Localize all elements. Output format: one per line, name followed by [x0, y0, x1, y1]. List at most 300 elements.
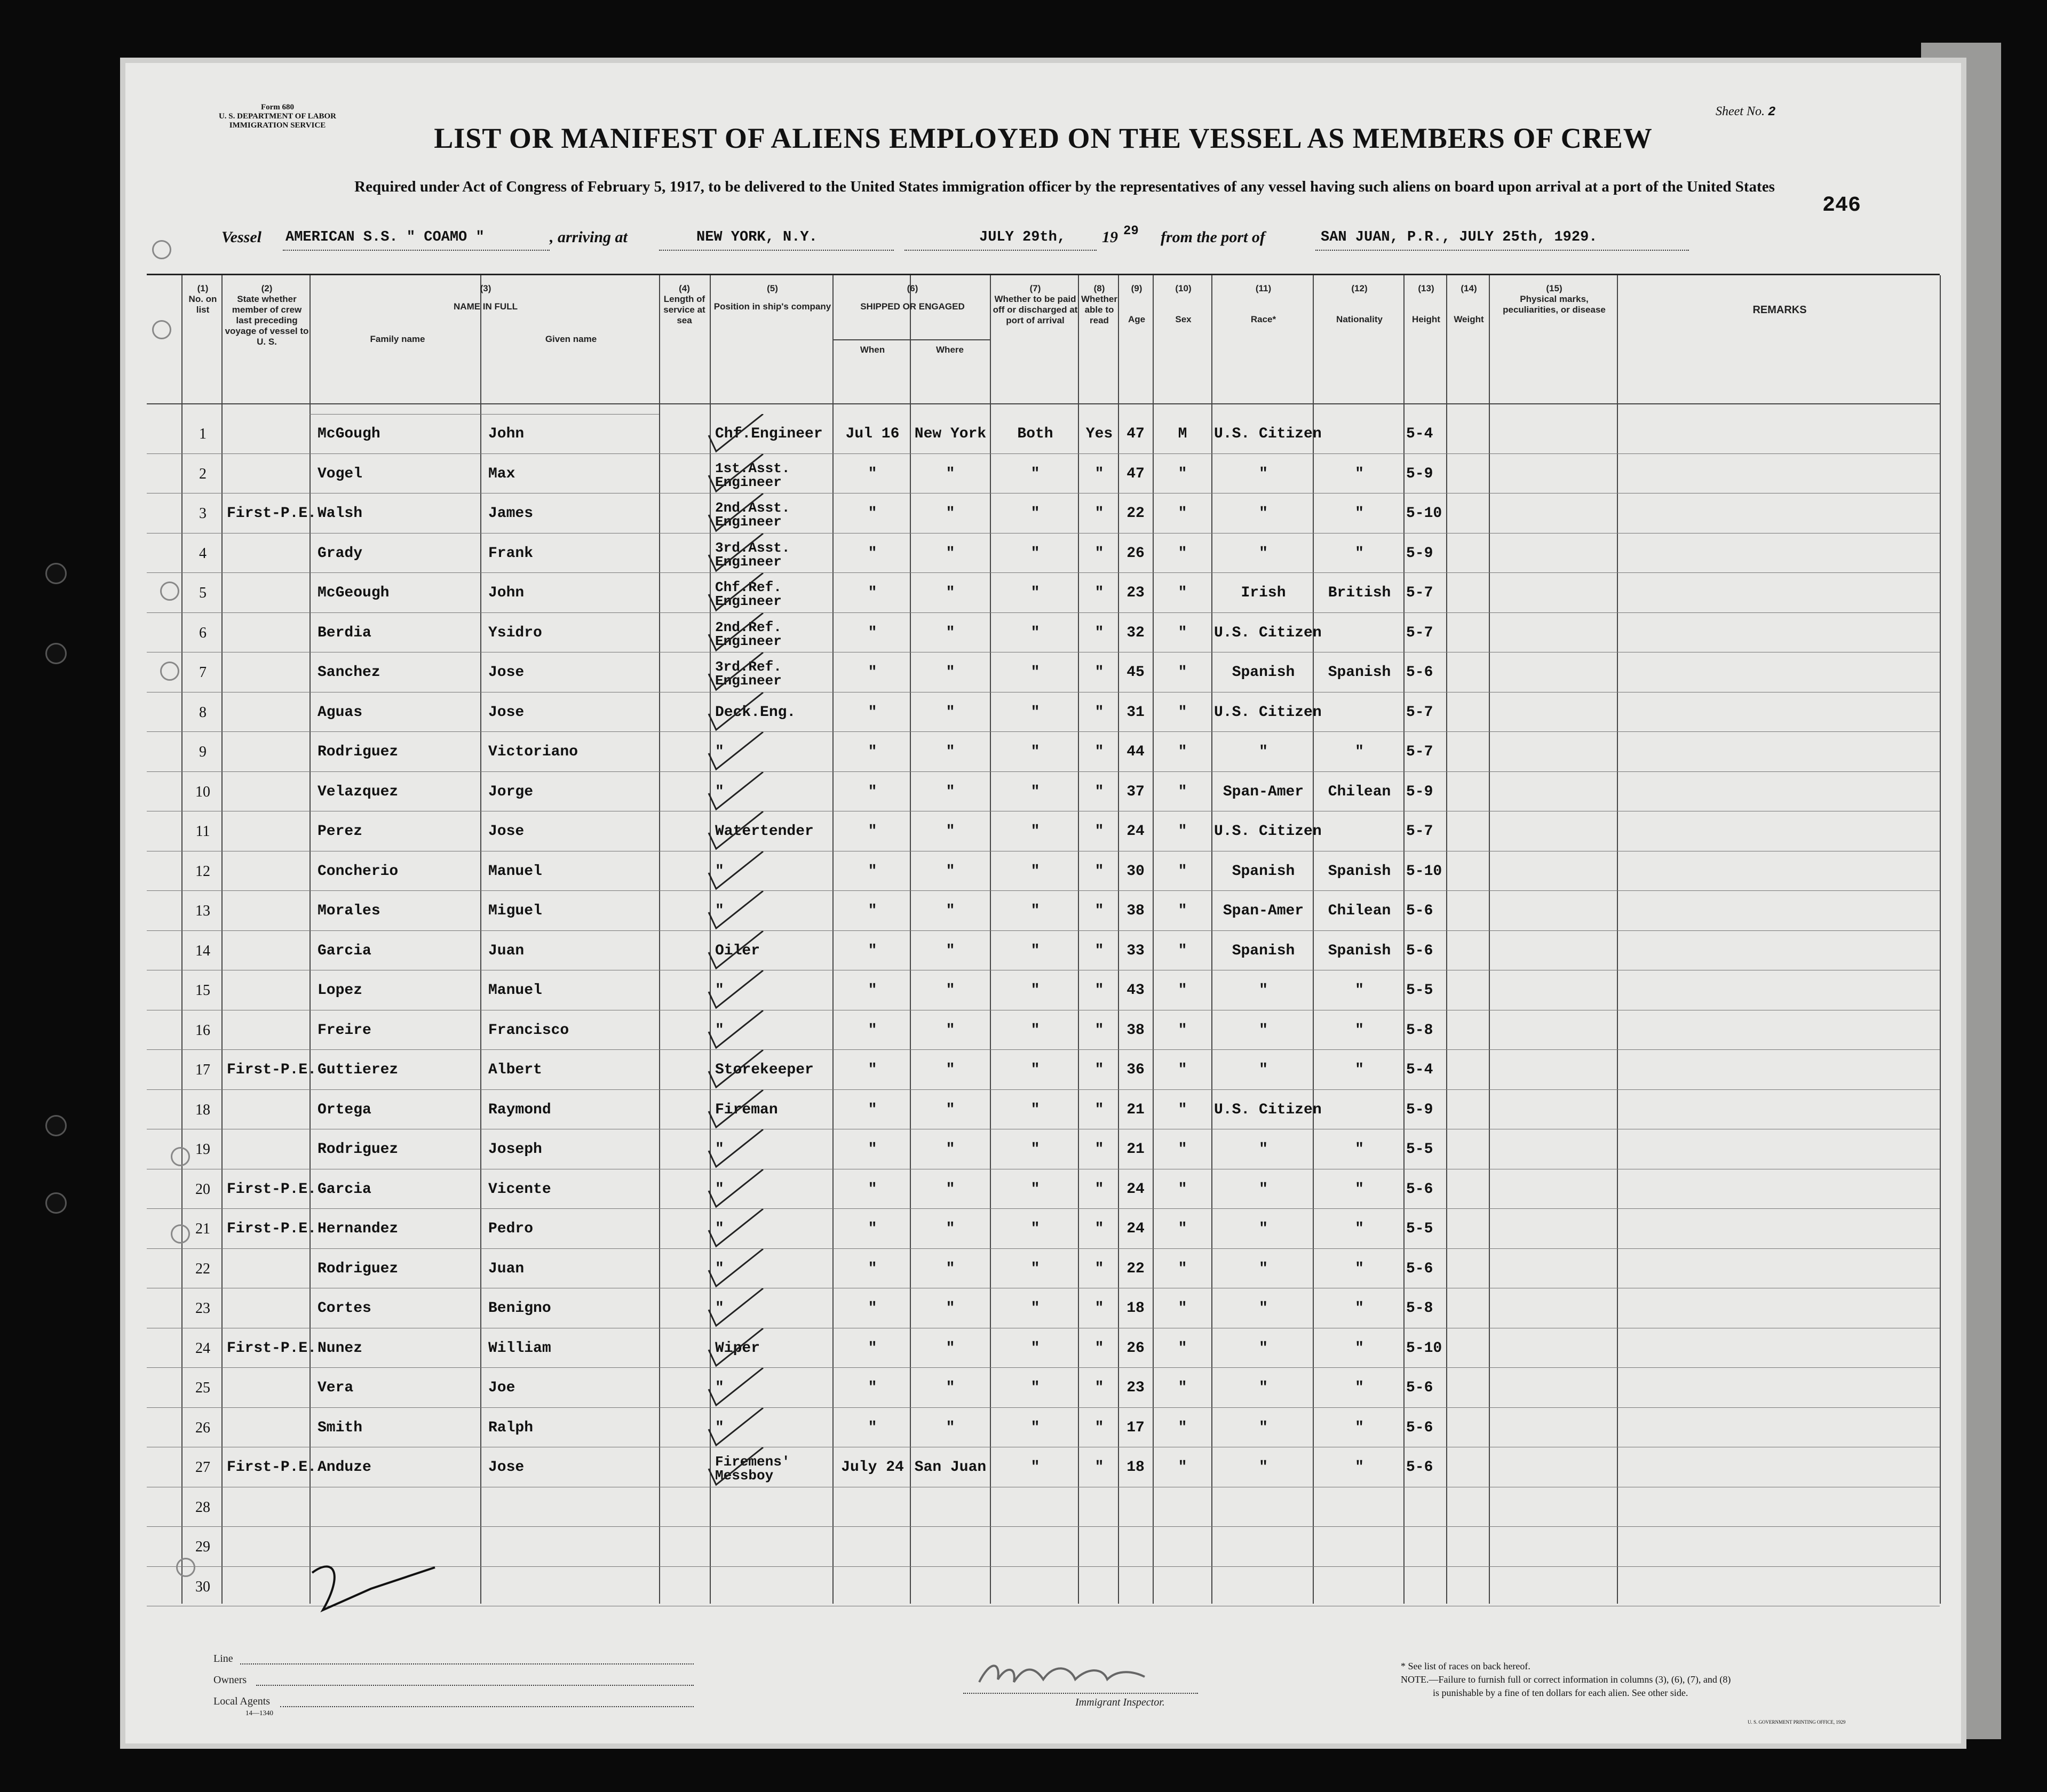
family-name: Cortes: [318, 1300, 371, 1317]
sex: ": [1178, 1221, 1187, 1237]
race: ": [1259, 1380, 1268, 1396]
punch-hole: [45, 1192, 67, 1214]
position-line-2: Messboy: [715, 1468, 774, 1484]
position: Deck.Eng.: [715, 704, 796, 721]
race: U.S. Citizen: [1214, 624, 1322, 641]
printer-line: U. S. GOVERNMENT PRINTING OFFICE, 1929: [1748, 1719, 1846, 1725]
race: ": [1259, 1181, 1268, 1198]
page-title: LIST OR MANIFEST OF ALIENS EMPLOYED ON THE VESSEL AS MEMBERS OF CREW: [434, 122, 1653, 154]
height: 5-7: [1406, 744, 1433, 760]
height: 5-7: [1406, 585, 1433, 601]
sex: ": [1178, 1022, 1187, 1039]
check-mark: [704, 1010, 768, 1053]
shipped-where: ": [946, 942, 955, 959]
age: 38: [1126, 1022, 1145, 1039]
able-to-read: ": [1094, 1340, 1104, 1357]
family-name: Garcia: [318, 1181, 371, 1198]
position-line-1: 3rd.Asst.: [715, 539, 790, 556]
row-number: 24: [195, 1340, 210, 1357]
line-label: Line: [213, 1653, 233, 1664]
paid-off: ": [1030, 783, 1040, 800]
position: ": [715, 1419, 724, 1436]
shipped-when: ": [868, 1022, 877, 1039]
given-name: Jose: [488, 1459, 525, 1476]
check-mark: [704, 1408, 768, 1451]
family-name: Vogel: [318, 465, 363, 482]
nationality: Spanish: [1328, 863, 1391, 880]
age: 24: [1126, 1181, 1145, 1198]
shipped-where: ": [946, 545, 955, 562]
age: 32: [1126, 624, 1145, 641]
shipped-when: July 24: [841, 1459, 904, 1476]
nationality: ": [1355, 1141, 1364, 1158]
age: 47: [1126, 465, 1145, 482]
race: Spanish: [1232, 942, 1295, 959]
position-line-2: Engineer: [715, 553, 782, 570]
race: ": [1259, 1459, 1268, 1476]
nationality: ": [1355, 505, 1364, 522]
shipped-when: ": [868, 1181, 877, 1198]
given-name: Jose: [488, 823, 525, 840]
nationality: ": [1355, 1181, 1364, 1198]
given-name: Albert: [488, 1062, 542, 1078]
height: 5-9: [1406, 545, 1433, 562]
given-name: Frank: [488, 545, 534, 562]
race: Spanish: [1232, 863, 1295, 880]
race: Span-Amer: [1223, 903, 1304, 919]
height: 5-7: [1406, 704, 1433, 721]
col-service-header: (4) Length of service at sea: [663, 283, 705, 325]
shipped-when: ": [868, 545, 877, 562]
table-row: [147, 772, 1940, 812]
arrival-date: JULY 29th,: [979, 229, 1066, 245]
nationality: Spanish: [1328, 942, 1391, 959]
height: 5-10: [1406, 505, 1442, 522]
col-sex-header: (10) Sex: [1175, 283, 1192, 324]
col-weight-header: (14) Weight: [1454, 283, 1484, 324]
given-name: Raymond: [488, 1101, 551, 1118]
inspector-label: Immigrant Inspector.: [1075, 1697, 1165, 1708]
nationality: Chilean: [1328, 903, 1391, 919]
height: 5-6: [1406, 1419, 1433, 1436]
race: ": [1259, 505, 1268, 522]
table-row: [147, 1328, 1940, 1368]
shipped-where: ": [946, 982, 955, 999]
age: 23: [1126, 585, 1145, 601]
family-name: Berdia: [318, 624, 371, 641]
position: Chf.Engineer: [715, 426, 823, 442]
position: ": [715, 1300, 724, 1317]
sex: ": [1178, 704, 1187, 721]
paid-off: ": [1030, 1141, 1040, 1158]
able-to-read: ": [1094, 823, 1104, 840]
shipped-when: ": [868, 465, 877, 482]
paid-off: ": [1030, 1300, 1040, 1317]
race: ": [1259, 744, 1268, 760]
table-row: [147, 1368, 1940, 1408]
nationality: ": [1355, 1380, 1364, 1396]
handwritten-mark: [302, 1557, 440, 1626]
shipped-when: ": [868, 903, 877, 919]
position: ": [715, 1380, 724, 1396]
position-line-1: 2nd.Asst.: [715, 500, 790, 516]
height: 5-7: [1406, 624, 1433, 641]
department-name: U. S. DEPARTMENT OF LABOR: [218, 112, 337, 121]
sex: ": [1178, 783, 1187, 800]
check-mark: [704, 533, 768, 576]
paid-off: ": [1030, 1062, 1040, 1078]
race: ": [1259, 1260, 1268, 1277]
given-name: Benigno: [488, 1300, 551, 1317]
row-number: 20: [195, 1181, 210, 1198]
sex: ": [1178, 823, 1187, 840]
able-to-read: ": [1094, 1141, 1104, 1158]
table-row: [147, 692, 1940, 732]
row-number: 29: [195, 1539, 210, 1555]
table-row: [147, 454, 1940, 494]
family-name: Nunez: [318, 1340, 363, 1357]
check-mark: [704, 1368, 768, 1411]
shipped-where: ": [946, 903, 955, 919]
able-to-read: ": [1094, 1022, 1104, 1039]
height: 5-4: [1406, 1062, 1433, 1078]
table-row: [147, 1249, 1940, 1289]
table-row: [147, 613, 1940, 653]
paid-off: ": [1030, 585, 1040, 601]
family-name: Anduze: [318, 1459, 371, 1476]
sex: ": [1178, 664, 1187, 681]
row-number: 14: [195, 942, 210, 959]
arriving-label: , arriving at: [550, 228, 628, 246]
height: 5-6: [1406, 903, 1433, 919]
sheet-number: [1716, 105, 1775, 120]
position: ": [715, 1022, 724, 1039]
able-to-read: ": [1094, 1260, 1104, 1277]
check-mark: [704, 1050, 768, 1093]
paid-off: ": [1030, 744, 1040, 760]
punch-hole: [45, 643, 67, 664]
table-row: [147, 1169, 1940, 1209]
height: 5-6: [1406, 1380, 1433, 1396]
local-agents-label: Local Agents: [213, 1695, 271, 1707]
shipped-where: ": [946, 1419, 955, 1436]
height: 5-8: [1406, 1300, 1433, 1317]
family-name: McGough: [318, 426, 380, 442]
shipped-where: ": [946, 1221, 955, 1237]
able-to-read: ": [1094, 903, 1104, 919]
shipped-when: ": [868, 585, 877, 601]
shipped-when: ": [868, 1101, 877, 1118]
penalty-note: NOTE.—Failure to furnish full or correct information in columns (3), (6), (7), and (8): [1401, 1674, 1731, 1685]
able-to-read: ": [1094, 1101, 1104, 1118]
family-name: Walsh: [318, 505, 363, 522]
sex: ": [1178, 1419, 1187, 1436]
given-name: Francisco: [488, 1022, 569, 1039]
able-to-read: ": [1094, 982, 1104, 999]
given-name: Jorge: [488, 783, 534, 800]
given-name: Ysidro: [488, 624, 542, 641]
given-name: Victoriano: [488, 744, 578, 760]
col-remarks-header: REMARKS: [1752, 304, 1807, 316]
family-name: Garcia: [318, 942, 371, 959]
position-line-1: 2nd.Ref.: [715, 619, 782, 635]
able-to-read: ": [1094, 1062, 1104, 1078]
row-number: 25: [195, 1380, 210, 1396]
check-mark: [704, 1169, 768, 1212]
race: U.S. Citizen: [1214, 426, 1322, 442]
row-number: 13: [195, 903, 210, 919]
race: ": [1259, 1221, 1268, 1237]
height: 5-4: [1406, 426, 1433, 442]
sex: ": [1178, 1459, 1187, 1476]
age: 21: [1126, 1141, 1145, 1158]
height: 5-5: [1406, 1141, 1433, 1158]
able-to-read: ": [1094, 1300, 1104, 1317]
position: ": [715, 903, 724, 919]
family-name: Rodriguez: [318, 1260, 399, 1277]
agents-code: 14—1340: [245, 1709, 273, 1717]
shipped-where: ": [946, 1062, 955, 1078]
row-number: 15: [195, 982, 210, 999]
shipped-where: ": [946, 1260, 955, 1277]
age: 33: [1126, 942, 1145, 959]
col-position-header: (5) Position in ship's company: [713, 283, 831, 312]
family-name: Freire: [318, 1022, 371, 1039]
age: 22: [1126, 505, 1145, 522]
age: 18: [1126, 1459, 1145, 1476]
check-mark: [704, 1447, 768, 1490]
age: 17: [1126, 1419, 1145, 1436]
sex: ": [1178, 863, 1187, 880]
row-number: 4: [199, 545, 207, 562]
col-previous-voyage-header: (2) State whether member of crew last preceding voyage of vessel to U. S.: [225, 283, 309, 347]
table-row: [147, 1129, 1940, 1169]
punch-hole-ring: [160, 662, 179, 681]
paid-off: ": [1030, 505, 1040, 522]
nationality: ": [1355, 1022, 1364, 1039]
table-row: [147, 414, 1940, 454]
age: 31: [1126, 704, 1145, 721]
shipped-when: ": [868, 863, 877, 880]
row-number: 17: [195, 1062, 210, 1078]
able-to-read: ": [1094, 783, 1104, 800]
able-to-read: ": [1094, 1221, 1104, 1237]
nationality: ": [1355, 545, 1364, 562]
row-number: 21: [195, 1221, 210, 1237]
shipped-when: ": [868, 1380, 877, 1396]
given-name: John: [488, 426, 525, 442]
col-family-name-header: Family name: [370, 334, 425, 344]
height: 5-6: [1406, 1181, 1433, 1198]
row-number: 22: [195, 1260, 210, 1277]
shipped-when: ": [868, 505, 877, 522]
col-height-header: (13) Height: [1412, 283, 1440, 324]
nationality: ": [1355, 1300, 1364, 1317]
col-age-header: (9) Age: [1128, 283, 1146, 324]
crew-table: [147, 274, 1940, 1641]
row-number: 7: [199, 664, 207, 681]
height: 5-5: [1406, 982, 1433, 999]
nationality: ": [1355, 1221, 1364, 1237]
paid-off: ": [1030, 465, 1040, 482]
family-name: Smith: [318, 1419, 363, 1436]
check-mark: [704, 613, 768, 656]
family-name: Rodriguez: [318, 744, 399, 760]
sex: ": [1178, 505, 1187, 522]
col-nationality-header: (12) Nationality: [1336, 283, 1383, 324]
paid-off: ": [1030, 982, 1040, 999]
family-name: Concherio: [318, 863, 399, 880]
paid-off: ": [1030, 1221, 1040, 1237]
height: 5-6: [1406, 942, 1433, 959]
row-number: 26: [195, 1419, 210, 1436]
row-number: 28: [195, 1499, 210, 1516]
check-mark: [704, 414, 768, 457]
col-race-header: (11) Race*: [1250, 283, 1276, 324]
shipped-when: ": [868, 1221, 877, 1237]
table-row: [147, 891, 1940, 931]
paid-off: Both: [1017, 426, 1053, 442]
table-row: [147, 533, 1940, 574]
position: ": [715, 863, 724, 880]
penalty-note-continued: is punishable by a fine of ten dollars for each alien. See other side.: [1433, 1687, 1688, 1698]
able-to-read: ": [1094, 1419, 1104, 1436]
age: 38: [1126, 903, 1145, 919]
shipped-when: ": [868, 624, 877, 641]
paid-off: ": [1030, 863, 1040, 880]
position-line-1: Firemens': [715, 1454, 790, 1470]
able-to-read: ": [1094, 624, 1104, 641]
able-to-read: ": [1094, 465, 1104, 482]
check-mark: [704, 493, 768, 536]
shipped-where: ": [946, 624, 955, 641]
col-where-header: Where: [936, 345, 964, 355]
inspector-signature: [969, 1650, 1182, 1698]
height: 5-9: [1406, 783, 1433, 800]
row-number: 8: [199, 704, 207, 721]
check-mark: [704, 1090, 768, 1133]
col-physical-marks-header: (15) Physical marks, peculiarities, or disease: [1503, 283, 1606, 315]
table-row: [147, 970, 1940, 1010]
family-name: Sanchez: [318, 664, 380, 681]
position-line-2: Engineer: [715, 474, 782, 490]
position: Storekeeper: [715, 1062, 814, 1078]
given-name: Manuel: [488, 982, 542, 999]
height: 5-7: [1406, 823, 1433, 840]
able-to-read: ": [1094, 664, 1104, 681]
shipped-where: ": [946, 505, 955, 522]
check-mark: [704, 652, 768, 695]
position: Wiper: [715, 1340, 760, 1357]
age: 45: [1126, 664, 1145, 681]
race: ": [1259, 1022, 1268, 1039]
paid-off: ": [1030, 1380, 1040, 1396]
position: ": [715, 982, 724, 999]
check-mark: [704, 1288, 768, 1331]
able-to-read: ": [1094, 1380, 1104, 1396]
row-number: 9: [199, 744, 207, 760]
paid-off: ": [1030, 624, 1040, 641]
position: ": [715, 783, 724, 800]
shipped-when: ": [868, 704, 877, 721]
paid-off: ": [1030, 1260, 1040, 1277]
nationality: ": [1355, 465, 1364, 482]
shipped-where: ": [946, 465, 955, 482]
row-number: 30: [195, 1578, 210, 1595]
manifest-sheet: [125, 63, 1961, 1743]
height: 5-6: [1406, 664, 1433, 681]
shipped-where: ": [946, 1141, 955, 1158]
row-number: 23: [195, 1300, 210, 1317]
shipped-when: ": [868, 1062, 877, 1078]
given-name: Vicente: [488, 1181, 551, 1198]
form-number: Form 680: [260, 103, 295, 111]
family-name: Hernandez: [318, 1221, 399, 1237]
table-row: [147, 811, 1940, 851]
paid-off: ": [1030, 704, 1040, 721]
row-number: 1: [199, 426, 207, 442]
family-name: Ortega: [318, 1101, 371, 1118]
service-name: IMMIGRATION SERVICE: [229, 121, 326, 130]
check-mark: [704, 454, 768, 497]
able-to-read: ": [1094, 863, 1104, 880]
shipped-where: ": [946, 823, 955, 840]
shipped-when: ": [868, 1419, 877, 1436]
position-line-2: Engineer: [715, 673, 782, 689]
shipped-where: ": [946, 744, 955, 760]
paid-off: ": [1030, 1181, 1040, 1198]
height: 5-5: [1406, 1221, 1433, 1237]
shipped-where: ": [946, 704, 955, 721]
race: ": [1259, 1419, 1268, 1436]
punch-hole: [45, 563, 67, 584]
shipped-when: ": [868, 942, 877, 959]
check-mark: [704, 573, 768, 616]
race: U.S. Citizen: [1214, 704, 1322, 721]
paid-off: ": [1030, 942, 1040, 959]
punch-hole-ring: [160, 582, 179, 601]
vessel-name: AMERICAN S.S. " COAMO ": [285, 229, 485, 245]
age: 18: [1126, 1300, 1145, 1317]
previous-voyage: First-P.E.: [227, 1340, 317, 1357]
check-mark: [704, 891, 768, 934]
sex: ": [1178, 624, 1187, 641]
shipped-when: ": [868, 1300, 877, 1317]
given-name: Ralph: [488, 1419, 534, 1436]
race: U.S. Citizen: [1214, 1101, 1322, 1118]
sex: ": [1178, 1181, 1187, 1198]
position: ": [715, 744, 724, 760]
race: ": [1259, 465, 1268, 482]
sheet-value: 2: [1767, 105, 1776, 120]
age: 26: [1126, 1340, 1145, 1357]
shipped-where: ": [946, 1380, 955, 1396]
position: ": [715, 1221, 724, 1237]
owners-label: Owners: [213, 1674, 247, 1686]
check-mark: [704, 931, 768, 974]
age: 30: [1126, 863, 1145, 880]
age: 44: [1126, 744, 1145, 760]
position: Watertender: [715, 823, 814, 840]
shipped-where: ": [946, 585, 955, 601]
page-subtitle: Required under Act of Congress of February 5, 1917, to be delivered to the United States immigration officer by the representatives of any vessel having such aliens on board upon arrival at a port of the United States: [354, 178, 1775, 195]
shipped-when: ": [868, 1141, 877, 1158]
shipped-when: ": [868, 982, 877, 999]
col-paid-off-header: (7) Whether to be paid off or discharged at port of arrival: [993, 283, 1078, 325]
position-line-2: Engineer: [715, 514, 782, 530]
shipped-when: ": [868, 1260, 877, 1277]
able-to-read: ": [1094, 505, 1104, 522]
